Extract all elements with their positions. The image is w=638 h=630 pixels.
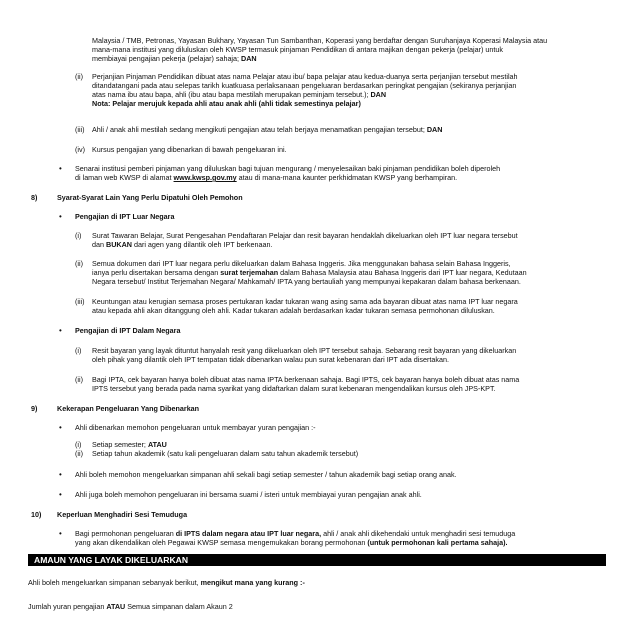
- bold-text: DAN: [370, 90, 387, 99]
- top-continuation: [92, 36, 588, 63]
- item-marker: (iv): [75, 145, 85, 154]
- text-line: Kursus pengajian yang dibenarkan di bawah pengeluaran ini.: [92, 145, 287, 154]
- text-line: Malaysia / TMB, Petronas, Yayasan Bukhary, Yayasan Tun Sambanthan, Koperasi yang berdaftar dengan Suruhanjaya Koperasi Malaysia atau: [92, 36, 548, 45]
- text: dari agen yang dilantik oleh IPT berkenaan.: [131, 240, 273, 249]
- text-line: Setiap tahun akademik (satu kali pengeluaran dalam satu tahun akademik tersebut): [92, 449, 359, 458]
- text-line: Ahli dibenarkan memohon pengeluaran untuk membayar yuran pengajian :-: [75, 423, 316, 432]
- bold-text: mengikut mana yang kurang :-: [200, 578, 305, 587]
- text: membiayai pengajian pekerja (pelajar) sahaja;: [92, 54, 242, 63]
- text-line: Senarai institusi pemberi pinjaman yang diluluskan bagi tujuan mengurang / menyelesaikan baki pinjaman pendidikan boleh diperoleh: [75, 164, 501, 173]
- item-marker: (iii): [75, 125, 85, 134]
- text: Setiap semester;: [92, 440, 148, 449]
- text: atau di mana-mana kaunter perkhidmatan KWSP yang berhampiran.: [236, 173, 458, 182]
- note: Nota: Pelajar merujuk kepada ahli atau anak ahli (ahli tidak semestinya pelajar): [92, 99, 361, 108]
- text: di laman web KWSP di alamat: [75, 173, 174, 182]
- subheading: Pengajian di IPT Luar Negara: [75, 212, 175, 221]
- item-marker: (ii): [75, 375, 83, 384]
- text: Semua simpanan dalam Akaun 2: [125, 602, 233, 611]
- subheading: Pengajian di IPT Dalam Negara: [75, 326, 181, 335]
- text-line: Surat Tawaran Belajar, Surat Pengesahan Pendaftaran Pelajar dan resit bayaran hendaklah dikeluarkan oleh IPT luar negara tersebut: [92, 231, 518, 240]
- bullet-icon: •: [59, 212, 62, 221]
- section-title: Kekerapan Pengeluaran Yang Dibenarkan: [57, 404, 200, 413]
- bullet-icon: •: [59, 490, 62, 499]
- senarai-paragraph: [75, 164, 588, 182]
- text-line: ditandatangani pada atau selepas tarikh kuatkuasa perlaksanaan pengeluaran berdasarkan peringkat pengajian (sekiranya perjanjian: [92, 81, 517, 90]
- text: Bagi permohonan pengeluaran: [75, 529, 176, 538]
- text-line: IPTS tersebut yang berada pada nama syarikat yang didaftarkan dalam surat kebenaran mengendalikan kursus oleh JPS-KPT.: [92, 384, 496, 393]
- item-ii: [92, 72, 588, 108]
- bold-text: DAN: [241, 54, 257, 63]
- text-line: Keuntungan atau kerugian semasa proses pertukaran kadar tukaran wang asing sama ada bayaran dibuat atas nama IPT luar negara: [92, 297, 518, 306]
- text: Ahli / anak ahli mestilah sedang mengikuti pengajian atau telah berjaya menamatkan pengajian tersebut;: [92, 125, 427, 134]
- text: ahli / anak ahli dikehendaki untuk menghadiri sesi temuduga: [321, 529, 516, 538]
- kwsp-link[interactable]: www.kwsp.gov.my: [173, 173, 237, 182]
- section-number: 9): [31, 404, 38, 413]
- footer-line-2: [28, 602, 588, 611]
- luar-item-i: [92, 231, 588, 249]
- item-marker: (ii): [75, 449, 83, 458]
- text-line: mana-mana institusi yang diluluskan oleh KWSP termasuk pinjaman Pendidikan di antara majikan dengan pekerja (pelajar) untuk: [92, 45, 503, 54]
- item-marker: (ii): [75, 259, 83, 268]
- text-line: Ahli juga boleh memohon pengeluaran ini bersama suami / isteri untuk membiayai yuran pengajian anak ahli.: [75, 490, 422, 499]
- text-line: [92, 54, 588, 63]
- item-iii: [92, 125, 588, 134]
- section-number: 8): [31, 193, 38, 202]
- bullet-icon: •: [59, 470, 62, 479]
- item-marker: (i): [75, 346, 82, 355]
- option-i: [92, 440, 588, 449]
- text-line: [92, 90, 588, 99]
- text-line: oleh pihak yang dilantik oleh IPT tempatan tidak dibenarkan walau pun surat kebenaran dari IPT ada disertakan.: [92, 355, 449, 364]
- bold-text: ATAU: [106, 602, 126, 611]
- text: Jumlah yuran pengajian: [28, 602, 107, 611]
- text-line: Ahli boleh memohon mengeluarkan simpanan ahli sekali bagi setiap semester / tahun akademik bagi setiap orang anak.: [75, 470, 457, 479]
- s10-paragraph: [75, 529, 588, 547]
- text-line: Resit bayaran yang layak dituntut hanyalah resit yang dikeluarkan oleh IPT tersebut sahaja. Sebarang resit bayaran yang dikeluarkan: [92, 346, 517, 355]
- text: atas nama ibu atau bapa, ahli (ibu atau bapa mestilah merupakan peminjam tersebut.);: [92, 90, 371, 99]
- item-marker: (i): [75, 231, 82, 240]
- luar-item-ii: [92, 259, 588, 286]
- text-line: atau kepada ahli akan ditanggung oleh ahli. Kadar tukaran adalah berdasarkan kadar tukaran semasa permohonan diluluskan.: [92, 306, 495, 315]
- bold-text: di IPTS dalam negara atau IPT luar negara,: [175, 529, 322, 538]
- text: dan: [92, 240, 106, 249]
- dalam-item-ii: [92, 375, 588, 393]
- item-marker: (ii): [75, 72, 83, 81]
- bullet-icon: •: [59, 326, 62, 335]
- text-line: Bagi IPTA, cek bayaran hanya boleh dibuat atas nama IPTA berkenaan sahaja. Bagi IPTS, cek bayaran hanya boleh dibuat atas nama: [92, 375, 520, 384]
- section-number: 10): [31, 510, 42, 519]
- bold-text: (untuk permohonan kali pertama sahaja).: [367, 538, 508, 547]
- bold-text: DAN: [426, 125, 443, 134]
- text: ianya perlu disertakan bersama dengan: [92, 268, 221, 277]
- bullet-icon: •: [59, 164, 62, 173]
- item-iv: [92, 145, 588, 154]
- bold-text: BUKAN: [106, 240, 132, 249]
- section-title: Keperluan Menghadiri Sesi Temuduga: [57, 510, 188, 519]
- item-marker: (iii): [75, 297, 85, 306]
- text-line: Perjanjian Pinjaman Pendidikan dibuat atas nama Pelajar atau ibu/ bapa pelajar atau kedua-duanya serta perjanjian tersebut mestilah: [92, 72, 518, 81]
- text-line: Negara tersebut/ Institut Terjemahan Negara/ Mahkamah/ IPTA yang bertauliah yang mempunyai kepakaran dalam bahasa berkenaan.: [92, 277, 521, 286]
- bullet-icon: •: [59, 423, 62, 432]
- text: Ahli boleh mengeluarkan simpanan sebanyak berikut,: [28, 578, 201, 587]
- section-banner: AMAUN YANG LAYAK DIKELUARKAN: [28, 554, 606, 566]
- bullet-icon: •: [59, 529, 62, 538]
- text: dalam Bahasa Malaysia atau Bahasa Inggeris dari IPT luar negara, Kedutaan: [278, 268, 527, 277]
- item-marker: (i): [75, 440, 82, 449]
- dalam-item-i: [92, 346, 588, 364]
- bold-text: surat terjemahan: [220, 268, 279, 277]
- text-line: Semua dokumen dari IPT luar negara perlu dikeluarkan dalam Bahasa Inggeris. Jika menggunakan bahasa selain Bahasa Inggeris,: [92, 259, 511, 268]
- footer-line-1: [28, 578, 588, 587]
- text: yang akan dikendalikan oleh Pegawai KWSP semasa mengemukakan borang permohonan: [75, 538, 368, 547]
- luar-item-iii: [92, 297, 588, 315]
- section-title: Syarat-Syarat Lain Yang Perlu Dipatuhi Oleh Pemohon: [57, 193, 243, 202]
- bold-text: ATAU: [147, 440, 167, 449]
